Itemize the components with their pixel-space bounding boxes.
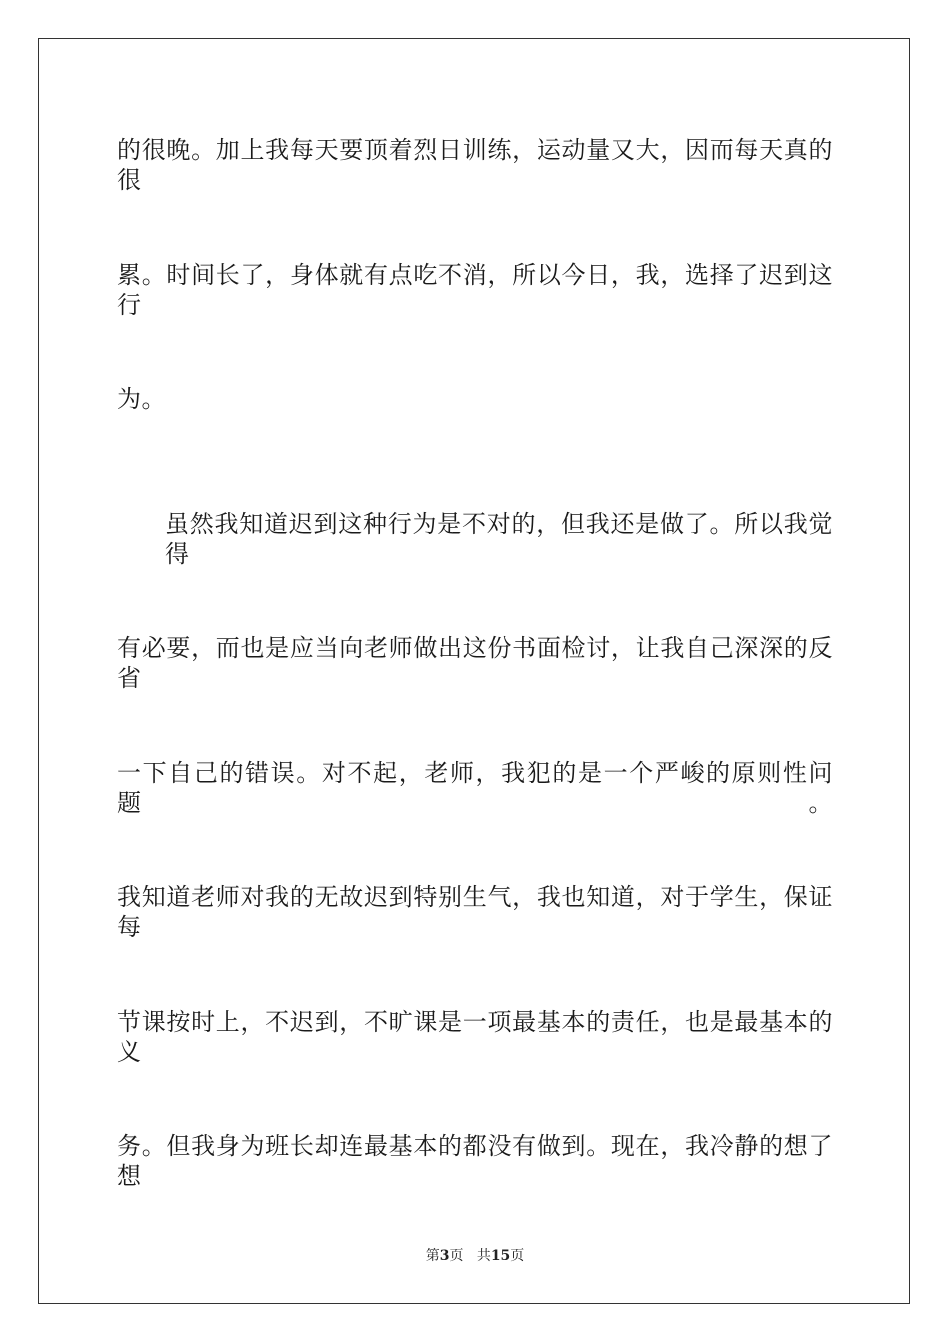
paragraph-first-line: 虽然我知道迟到这种行为是不对的，但我还是做了。所以我觉得	[165, 510, 833, 568]
page-footer	[0, 1247, 950, 1265]
text-line: 累。时间长了，身体就有点吃不消，所以今日，我，选择了迟到这行	[117, 261, 833, 319]
page-prefix: 第	[425, 1248, 440, 1264]
total-pages: 15	[490, 1248, 511, 1264]
text-line: 我知道老师对我的无故迟到特别生气，我也知道，对于学生，保证每	[117, 883, 833, 941]
text-line: 为。	[117, 385, 166, 413]
total-prefix: 共	[476, 1248, 491, 1264]
text-line: 一下自己的错误。对不起，老师，我犯的是一个严峻的原则性问题。	[117, 759, 833, 817]
text-line: 务。但我身为班长却连最基本的都没有做到。现在，我冷静的想了想	[117, 1132, 833, 1190]
page-suffix: 页	[449, 1248, 464, 1264]
text-line: 有必要，而也是应当向老师做出这份书面检讨，让我自己深深的反省	[117, 634, 833, 692]
text-line: 节课按时上，不迟到，不旷课是一项最基本的责任，也是最基本的义	[117, 1008, 833, 1066]
total-suffix: 页	[510, 1248, 525, 1264]
page-number: 3	[439, 1248, 450, 1264]
text-line: 的很晚。加上我每天要顶着烈日训练，运动量又大，因而每天真的很	[117, 136, 833, 194]
